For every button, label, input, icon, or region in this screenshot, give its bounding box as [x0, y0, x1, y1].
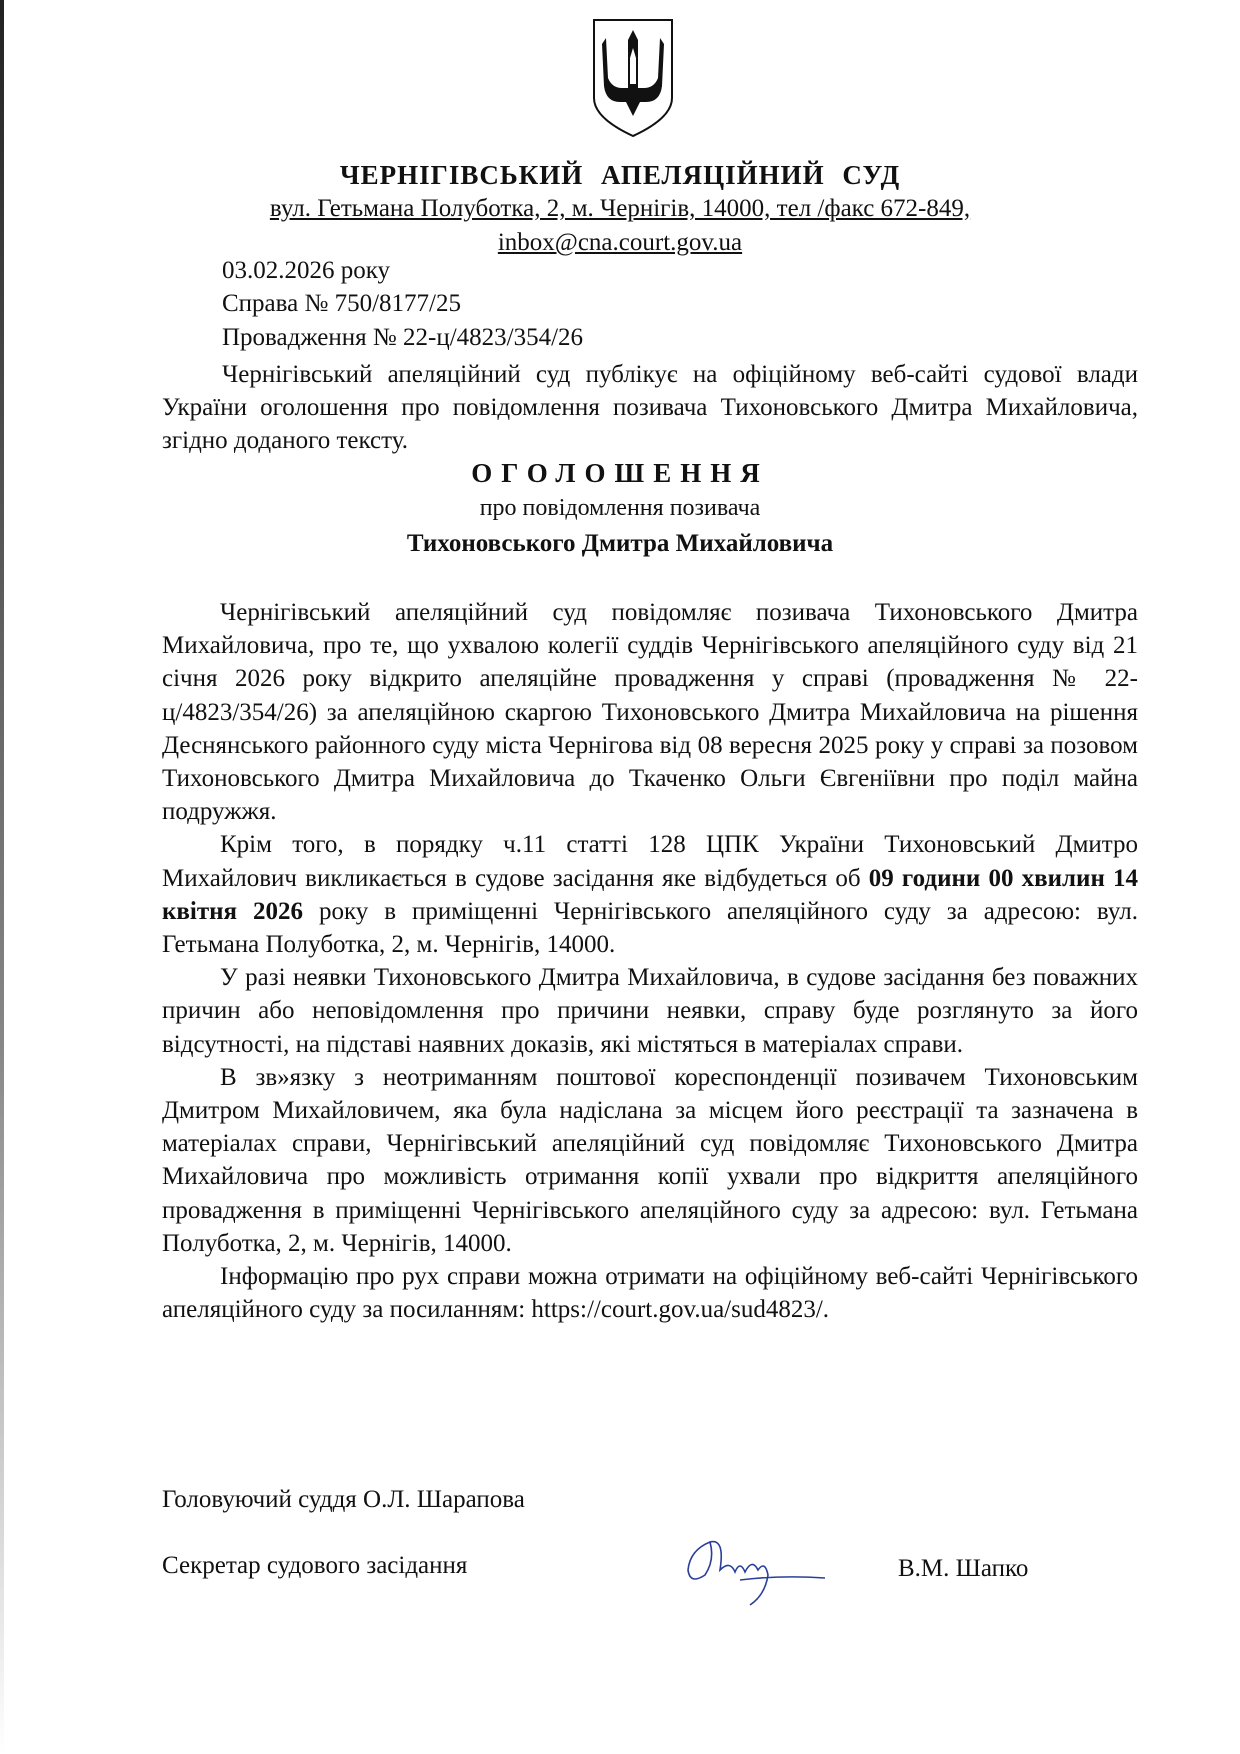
hearing-datetime: 09 години 00 хвилин 14 квітня 2026 [162, 864, 1139, 925]
paragraph-3: У разі неявки Тихоновського Дмитра Михайловича, в судове засідання без поважних причин або неповідомлення про причини неявки, справу буде розглянуто за його відсутності, на підставі наявних доказів, які містяться в матеріалах справи. [162, 964, 1138, 1058]
court-address: вул. Гетьмана Полуботка, 2, м. Чернігів, 14000, тел /факс 672-849, [269, 195, 971, 222]
announcement-body [162, 596, 1138, 1326]
announcement-title: ОГОЛОШЕННЯ [471, 458, 769, 488]
secretary-name: В.М. Шапко [898, 1555, 1029, 1582]
paragraph-2-text-end: року в приміщенні Чернігівського апеляційного суду за адресою: вул. Гетьмана Полуботка, 2, м. Чернігів, 14000. [162, 897, 1138, 959]
announcement-name: Тихоновського Дмитра Михайловича [406, 530, 834, 557]
coat-of-arms-icon [592, 18, 674, 138]
announcement-subtitle: про повідомлення позивача [479, 495, 761, 521]
case-number: Справа № 750/8177/25 [222, 290, 461, 317]
proceeding-number: Провадження № 22-ц/4823/354/26 [222, 324, 584, 351]
paragraph-2-text: Крім того, в порядку ч.11 статті 128 ЦПК України Тихоновський Дмитро Михайлович викликається в судове засідання яке відбудеться об [162, 831, 1138, 892]
secretary-label: Секретар судового засідання [162, 1552, 468, 1579]
paragraph-5: Інформацію про рух справи можна отримати на офіційному веб-сайті Чернігівського апеляційного суду за посиланням: https://court.gov.ua/sud4823/. [162, 1263, 1138, 1324]
court-email[interactable]: inbox@cna.court.gov.ua [497, 229, 743, 256]
paragraph-2 [162, 828, 1138, 961]
intro-paragraph: Чернігівський апеляційний суд публікує на офіційному веб-сайті судової влади України оголошення про повідомлення позивача Тихоновського Дмитра Михайловича, згідно доданого тексту. [162, 361, 1138, 455]
court-name: ЧЕРНІГІВСЬКИЙ АПЕЛЯЦІЙНИЙ СУД [339, 160, 901, 190]
presiding-judge: Головуючий суддя О.Л. Шарапова [162, 1486, 525, 1513]
paragraph-1: Чернігівський апеляційний суд повідомляє позивача Тихоновського Дмитра Михайловича, про те, що ухвалою колегії суддів Чернігівського апеляційного суду від 21 січня 2026 року відкрито апеляційне провадження у справі (провадження № 22-ц/4823/354/26) за апеляційною скаргою Тихоновського Дмитра Михайловича на рішення Деснянського районного суду міста Чернігова від 08 вересня 2025 року у справі за позовом Тихоновського Дмитра Михайловича до Ткаченко Ольги Євгеніївни про поділ майна подружжя. [162, 599, 1138, 826]
scan-edge [0, 0, 4, 1754]
intro-block [162, 358, 1138, 458]
paragraph-4: В зв»язку з неотриманням поштової кореспонденції позивачем Тихоновським Дмитром Михайловичем, яка була надіслана за місцем його реєстрації та зазначена в матеріалах справи, Чернігівський апеляційний суд повідомляє Тихоновського Дмитра Михайловича про можливість отримання копії ухвали про відкриття апеляційного провадження в приміщенні Чернігівського апеляційного суду за адресою: вул. Гетьмана Полуботка, 2, м. Чернігів, 14000. [162, 1063, 1138, 1257]
handwritten-signature [680, 1530, 830, 1610]
document-date: 03.02.2026 року [222, 257, 391, 284]
